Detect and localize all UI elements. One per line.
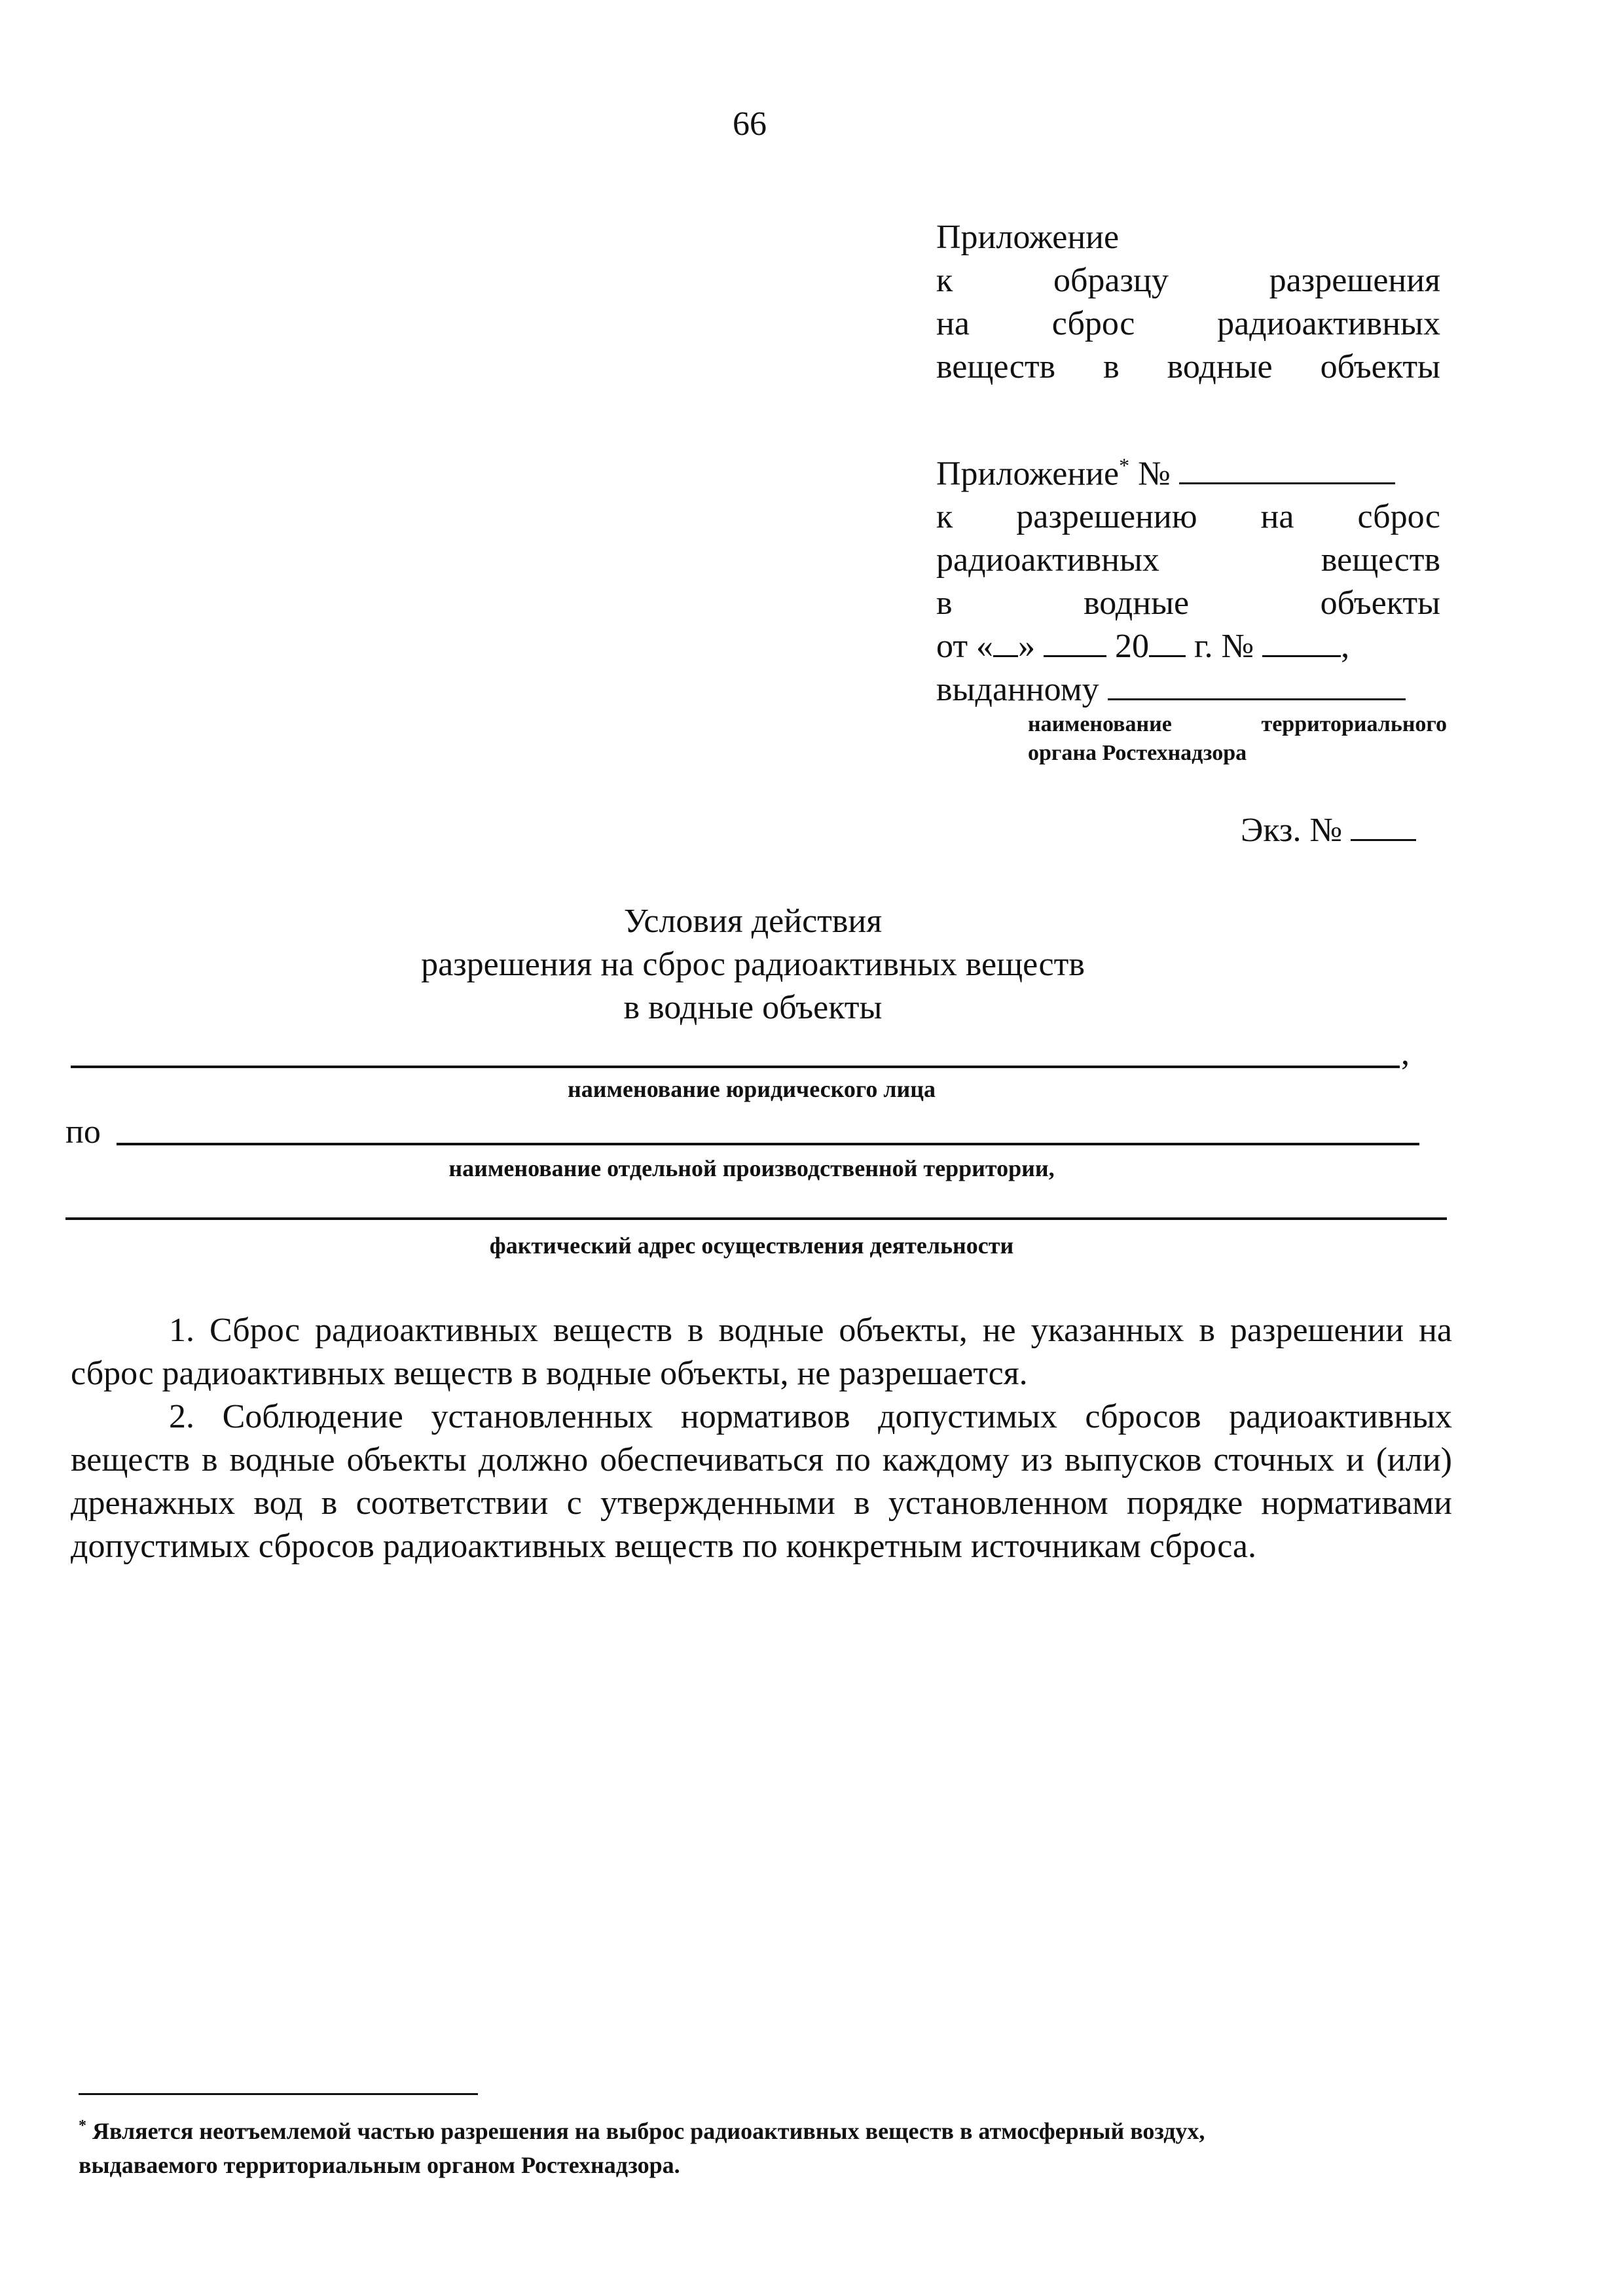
- address-caption: фактический адрес осуществления деятельности: [489, 1232, 1014, 1259]
- footnote-line-1: [79, 2109, 1355, 2148]
- footnote-marker: *: [79, 2117, 86, 2134]
- title-line-3: в водные объекты: [623, 989, 883, 1026]
- date-line-comma: ,: [1341, 628, 1350, 666]
- appendix-permit-title-line: [936, 444, 1440, 495]
- page-number: 66: [733, 105, 767, 143]
- issued-caption-line-2: органа Ростехнадзора: [1028, 741, 1247, 765]
- appendix-header-line-3: веществ в водные объекты: [936, 348, 1440, 386]
- document-title: [0, 900, 1506, 1030]
- paragraph-1: 1. Сброс радиоактивных веществ в водные объекты, не указанных в разрешении на сброс радиоактивных веществ в водные объекты, не разрешается.: [71, 1312, 1452, 1392]
- appendix-header-line-2: на сброс радиоактивных: [936, 305, 1440, 342]
- title-line-1: Условия действия: [623, 903, 883, 940]
- year-field[interactable]: [1149, 626, 1186, 657]
- issued-caption: [1028, 710, 1447, 768]
- number-sign: №: [1138, 455, 1171, 493]
- territory-caption: наименование отдельной производственной территории,: [448, 1155, 1055, 1181]
- date-mid: »: [1018, 628, 1036, 666]
- territory-field[interactable]: [117, 1143, 1419, 1145]
- appendix-permit-line-2: радиоактивных веществ: [936, 541, 1440, 579]
- footnote: [79, 2109, 1355, 2182]
- appendix-permit-line-3: в водные объекты: [936, 584, 1440, 622]
- date-prefix: от «: [936, 628, 994, 666]
- paragraph-2: 2. Соблюдение установленных нормативов допустимых сбросов радиоактивных веществ в водные объекты должно обеспечиваться по каждому из выпусков сточных и (или) дренажных вод в соответствии с утвержденными в установленном порядке нормативами допустимых сбросов радиоактивных веществ по конкретным источникам сброса.: [71, 1398, 1452, 1565]
- issued-caption-line-1: наименование территориального: [1028, 712, 1447, 736]
- footnote-separator: [79, 2093, 478, 2095]
- date-line: [936, 625, 1440, 668]
- by-label: по: [65, 1113, 101, 1151]
- legal-entity-caption: наименование юридического лица: [567, 1076, 936, 1102]
- footnote-text-1: Является неотъемлемой частью разрешения на выброс радиоактивных веществ в атмосферный воздух,: [92, 2118, 1205, 2144]
- copy-number: [1241, 810, 1416, 850]
- appendix-permit-title: Приложение: [936, 455, 1120, 493]
- issued-to-field[interactable]: [1108, 670, 1406, 700]
- issued-label: выданному: [936, 671, 1099, 709]
- year-suffix: г. №: [1194, 628, 1254, 666]
- address-field[interactable]: [65, 1217, 1447, 1220]
- title-line-2: разрешения на сброс радиоактивных веществ: [421, 946, 1085, 983]
- appendix-header-line-1: к образцу разрешения: [936, 262, 1440, 299]
- footnote-line-2: выдаваемого территориальным органом Ростехнадзора.: [79, 2152, 680, 2178]
- appendix-permit-line-1: к разрешению на сброс: [936, 498, 1440, 536]
- appendix-number-field[interactable]: [1179, 454, 1395, 484]
- legal-entity-comma: ,: [1401, 1035, 1410, 1072]
- year-prefix: 20: [1115, 628, 1150, 666]
- appendix-header-title: Приложение: [936, 219, 1120, 256]
- legal-entity-field[interactable]: [71, 1066, 1400, 1068]
- copy-number-label: Экз. №: [1241, 812, 1343, 849]
- appendix-permit: [936, 444, 1440, 711]
- permit-number-field[interactable]: [1262, 626, 1341, 657]
- month-field[interactable]: [1044, 626, 1106, 657]
- appendix-header: [936, 216, 1440, 389]
- copy-number-field[interactable]: [1351, 810, 1416, 841]
- issued-line: [936, 668, 1440, 711]
- body-text: [71, 1309, 1452, 1568]
- asterisk-mark: *: [1119, 454, 1130, 477]
- day-field[interactable]: [993, 626, 1018, 657]
